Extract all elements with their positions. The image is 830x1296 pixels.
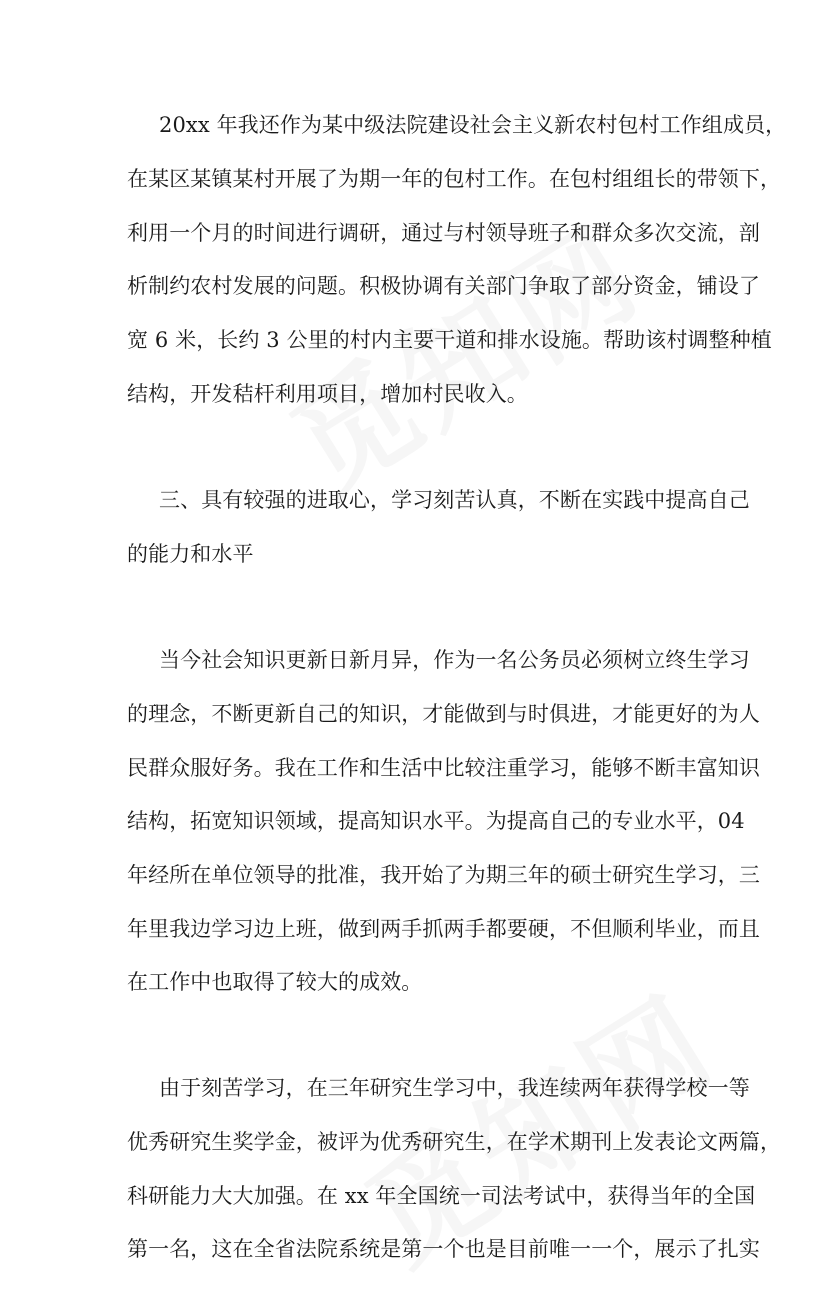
section-heading-line-1: 三、具有较强的进取心，学习刻苦认真，不断在实践中提高自己 [159, 488, 750, 512]
paragraph-4-line-3: 科研能力大大加强。在 xx 年全国统一司法考试中，获得当年的全国 [127, 1184, 756, 1208]
paragraph-1-line-5: 宽 6 米，长约 3 公里的村内主要干道和排水设施。帮助该村调整种植 [127, 328, 772, 352]
paragraph-1-line-3: 利用一个月的时间进行调研，通过与村领导班子和群众多次交流，剖 [127, 221, 760, 245]
paragraph-4-line-1: 由于刻苦学习，在三年研究生学习中，我连续两年获得学校一等 [159, 1076, 750, 1100]
paragraph-1-line-1: 20xx 年我还作为某中级法院建设社会主义新农村包村工作组成员， [159, 113, 787, 137]
paragraph-3-line-1: 当今社会知识更新日新月异，作为一名公务员必须树立终生学习 [159, 648, 750, 672]
paragraph-1-line-6: 结构，开发秸杆利用项目，增加村民收入。 [127, 382, 528, 406]
paragraph-4-line-4: 第一名，这在全省法院系统是第一个也是目前唯一一个，展示了扎实 [127, 1237, 760, 1261]
paragraph-1-line-4: 析制约农村发展的问题。积极协调有关部门争取了部分资金，铺设了 [127, 274, 760, 298]
paragraph-4-line-2: 优秀研究生奖学金，被评为优秀研究生，在学术期刊上发表论文两篇， [127, 1130, 782, 1154]
paragraph-3-line-7: 在工作中也取得了较大的成效。 [127, 970, 423, 994]
paragraph-1-line-2: 在某区某镇某村开展了为期一年的包村工作。在包村组组长的带领下， [127, 167, 782, 191]
paragraph-3-line-4: 结构，拓宽知识领域，提高知识水平。为提高自己的专业水平，04 [127, 809, 745, 833]
paragraph-3-line-6: 年里我边学习边上班，做到两手抓两手都要硬，不但顺利毕业，而且 [127, 917, 760, 941]
section-heading-line-2: 的能力和水平 [127, 542, 254, 566]
paragraph-3-line-2: 的理念，不断更新自己的知识，才能做到与时俱进，才能更好的为人 [127, 702, 760, 726]
paragraph-3-line-3: 民群众服好务。我在工作和生活中比较注重学习，能够不断丰富知识 [127, 756, 760, 780]
paragraph-3-line-5: 年经所在单位领导的批准，我开始了为期三年的硕士研究生学习，三 [127, 863, 760, 887]
